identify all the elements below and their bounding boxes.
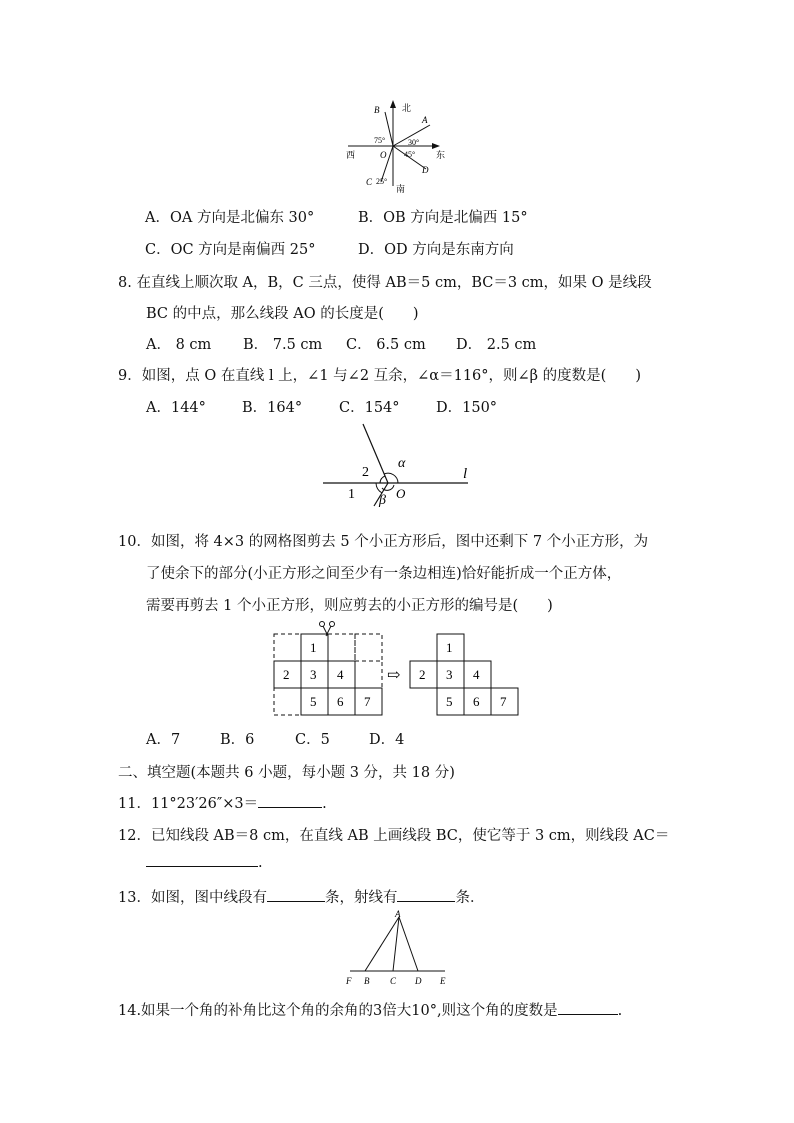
q13-part-1: 13．如图，图中线段有 bbox=[118, 890, 267, 906]
q10-text-3: 需要再剪去 1 个小正方形，则应剪去的小正方形的编号是( ) bbox=[146, 598, 553, 614]
q7-option-d: D．OD 方向是东南方向 bbox=[358, 242, 514, 258]
label-D: D bbox=[422, 165, 429, 175]
q12-blank-line: . bbox=[146, 852, 263, 871]
q10-option-d: D．4 bbox=[369, 732, 405, 748]
q8-text-1: 8. 在直线上顺次取 A，B，C 三点，使得 AB＝5 cm，BC＝3 cm，如果 O 是线段 bbox=[118, 275, 652, 291]
q13-part-2: 条，射线有 bbox=[324, 890, 398, 906]
result-cell-4: 4 bbox=[473, 667, 480, 682]
label-A: A bbox=[422, 115, 428, 125]
point-f-label: F bbox=[346, 976, 352, 986]
angle-2-label: 2 bbox=[362, 465, 369, 480]
q13-blank-segments[interactable] bbox=[267, 887, 325, 902]
label-B: B bbox=[374, 105, 380, 115]
line-l-label: l bbox=[463, 466, 468, 482]
section-2-heading: 二、填空题(本题共 6 小题，每小题 3 分，共 18 分) bbox=[118, 765, 455, 781]
point-a-label: A bbox=[395, 909, 401, 919]
q9-option-b: B．164° bbox=[242, 400, 303, 416]
angle-30: 30° bbox=[408, 138, 420, 147]
q8-text-2: BC 的中点，那么线段 AO 的长度是( ) bbox=[146, 306, 419, 322]
grid-cell-7: 7 bbox=[364, 694, 371, 709]
grid-figure bbox=[270, 620, 525, 716]
q8-option-d: D． 2.5 cm bbox=[456, 337, 537, 353]
result-cell-1: 1 bbox=[446, 640, 453, 655]
q7-option-a: A．OA 方向是北偏东 30° bbox=[145, 210, 315, 226]
result-cell-2: 2 bbox=[419, 667, 426, 682]
q11-text: 11．11°23′26″×3＝ . bbox=[118, 792, 327, 813]
q9-text: 9．如图，点 O 在直线 l 上，∠1 与∠2 互余，∠α＝116°，则∠β 的度数是( ) bbox=[118, 368, 641, 384]
result-cell-5: 5 bbox=[446, 694, 453, 709]
arrow-icon: ⇨ bbox=[387, 667, 401, 684]
q13-blank-rays[interactable] bbox=[397, 887, 455, 902]
q14-blank[interactable] bbox=[558, 1000, 618, 1015]
q12-blank[interactable] bbox=[146, 852, 258, 867]
q9-option-a: A．144° bbox=[146, 400, 206, 416]
grid-cell-3: 3 bbox=[310, 667, 317, 682]
angle-25: 25° bbox=[376, 177, 388, 186]
south-label: 南 bbox=[396, 184, 406, 194]
q10-option-a: A．7 bbox=[146, 732, 181, 748]
north-label: 北 bbox=[402, 103, 412, 113]
q9-option-d: D．150° bbox=[436, 400, 498, 416]
q10-option-b: B．6 bbox=[220, 732, 255, 748]
q14-text: 14.如果一个角的补角比这个角的余角的3倍大10°,则这个角的度数是 . bbox=[118, 999, 622, 1020]
q7-option-b: B．OB 方向是北偏西 15° bbox=[358, 210, 528, 226]
angle-45: 45° bbox=[404, 150, 416, 159]
q8-option-a: A． 8 cm bbox=[146, 337, 212, 353]
point-o-label: O bbox=[396, 486, 406, 501]
grid-cell-5: 5 bbox=[310, 694, 317, 709]
q9-option-c: C．154° bbox=[339, 400, 400, 416]
q10-option-c: C．5 bbox=[295, 732, 330, 748]
angle-figure bbox=[318, 418, 493, 510]
compass-figure bbox=[340, 98, 455, 194]
q13-text bbox=[118, 886, 484, 907]
q8-option-c: C． 6.5 cm bbox=[346, 337, 426, 353]
grid-cell-6: 6 bbox=[337, 694, 344, 709]
grid-cell-4: 4 bbox=[337, 667, 344, 682]
point-c-label: C bbox=[390, 976, 397, 986]
angle-1-label: 1 bbox=[348, 487, 355, 502]
east-label: 东 bbox=[436, 150, 446, 160]
q14-question: 14.如果一个角的补角比这个角的余角的3倍大10°,则这个角的度数是 bbox=[118, 1003, 558, 1019]
q10-text-2: 了使余下的部分(小正方形之间至少有一条边相连)恰好能折成一个正方体， bbox=[146, 566, 622, 582]
label-C: C bbox=[366, 177, 373, 187]
q12-text: 12．已知线段 AB＝8 cm，在直线 AB 上画线段 BC，使它等于 3 cm，则线段 AC＝ bbox=[118, 828, 670, 844]
angle-beta-label: β bbox=[379, 493, 386, 508]
angle-alpha-label: α bbox=[398, 456, 406, 471]
q10-text-1: 10．如图，将 4×3 的网格图剪去 5 个小正方形后，图中还剩下 7 个小正方形，为 bbox=[118, 534, 649, 550]
point-e-label: E bbox=[440, 976, 446, 986]
west-label: 西 bbox=[346, 150, 356, 160]
segments-figure bbox=[340, 908, 455, 988]
label-O: O bbox=[380, 150, 387, 160]
angle-75: 75° bbox=[374, 136, 386, 145]
result-cell-6: 6 bbox=[473, 694, 480, 709]
q11-blank[interactable] bbox=[258, 793, 322, 808]
point-d-label: D bbox=[415, 976, 422, 986]
grid-cell-1: 1 bbox=[310, 640, 317, 655]
q11-expression: 11．11°23′26″×3＝ bbox=[118, 796, 259, 812]
q7-option-c: C．OC 方向是南偏西 25° bbox=[145, 242, 316, 258]
result-cell-3: 3 bbox=[446, 667, 453, 682]
q13-part-3: 条． bbox=[455, 890, 485, 906]
grid-cell-2: 2 bbox=[283, 667, 290, 682]
result-cell-7: 7 bbox=[500, 694, 507, 709]
q8-option-b: B． 7.5 cm bbox=[243, 337, 323, 353]
point-b-label: B bbox=[364, 976, 370, 986]
